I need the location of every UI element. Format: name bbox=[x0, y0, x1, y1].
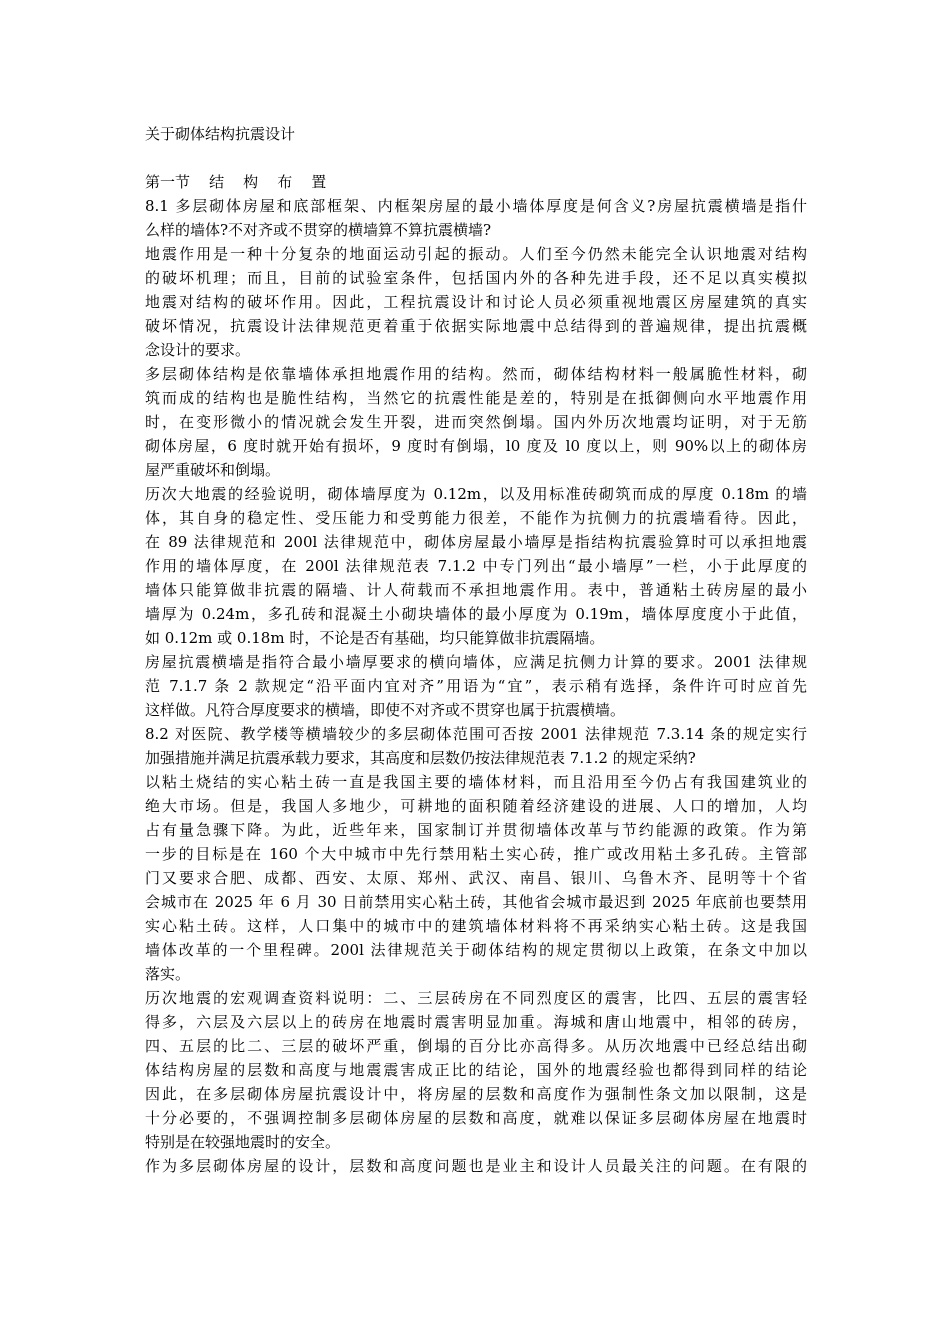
text-line: 念设计的要求。 bbox=[145, 341, 251, 359]
text-line: 占有量急骤下降。为此，近些年来，国家制订并贯彻墙体改革与节约能源的政策。作为第 bbox=[145, 821, 807, 839]
text-line: 作用的墙体厚度，在 200l 法律规范表 7.1.2 中专门列出“最小墙厚”一栏，小于此厚度的 bbox=[145, 557, 807, 575]
text-line: 墙体改革的一个里程碑。200l 法律规范关于砌体结构的规定贯彻以上政策，在条文中加以 bbox=[145, 941, 807, 959]
text-line: 8.2 对医院、教学楼等横墙较少的多层砌体范围可否按 2001 法律规范 7.3.14 条的规定实行 bbox=[145, 725, 807, 743]
paragraph bbox=[145, 650, 807, 722]
text-line: 破坏情况，抗震设计法律规范更着重于依据实际地震中总结得到的普遍规律，提出抗震概 bbox=[145, 317, 807, 335]
text-line: 的破坏机理；而且，目前的试验室条件，包括国内外的各种先进手段，还不足以真实模拟 bbox=[145, 269, 807, 287]
paragraph bbox=[145, 482, 807, 650]
text-line: 以粘土烧结的实心粘土砖一直是我国主要的墙体材料，而且沿用至今仍占有我国建筑业的 bbox=[145, 773, 807, 791]
text-line: 体，其自身的稳定性、受压能力和受剪能力很差，不能作为抗侧力的抗震墙看待。因此， bbox=[145, 509, 807, 527]
text-line: 时，在变形微小的情况就会发生开裂，进而突然倒塌。国内外历次地震均证明，对于无筋 bbox=[145, 413, 807, 431]
text-line: 因此，在多层砌体房屋抗震设计中，将房屋的层数和高度作为强制性条文加以限制，这是 bbox=[145, 1085, 807, 1103]
text-line: 特别是在较强地震时的安全。 bbox=[145, 1133, 341, 1151]
paragraph bbox=[145, 242, 807, 362]
text-line: 多层砌体结构是依靠墙体承担地震作用的结构。然而，砌体结构材料一般属脆性材料，砌 bbox=[145, 365, 807, 383]
text-line: 加强措施并满足抗震承载力要求，其高度和层数仍按法律规范表 7.1.2 的规定采纳? bbox=[145, 749, 696, 767]
text-line: 历次地震的宏观调查资料说明：二、三层砖房在不同烈度区的震害，比四、五层的震害轻 bbox=[145, 989, 807, 1007]
paragraph bbox=[145, 362, 807, 482]
text-line: 墙体只能算做非抗震的隔墙、计人荷载而不承担地震作用。表中，普通粘土砖房屋的最小 bbox=[145, 581, 807, 599]
text-line: 地震对结构的破坏作用。因此，工程抗震设计和讨论人员必须重视地震区房屋建筑的真实 bbox=[145, 293, 807, 311]
text-line: 筑而成的结构也是脆性结构，当然它的抗震性能是差的，特别是在抵御侧向水平地震作用 bbox=[145, 389, 807, 407]
text-line: 十分必要的，不强调控制多层砌体房屋的层数和高度，就难以保证多层砌体房屋在地震时 bbox=[145, 1109, 807, 1127]
document-page bbox=[145, 122, 807, 1178]
text-line: 8.1 多层砌体房屋和底部框架、内框架房屋的最小墙体厚度是何含义?房屋抗震横墙是指什 bbox=[145, 197, 807, 215]
document-body bbox=[145, 194, 807, 1178]
section-heading: 第一节 结 构 布 置 bbox=[145, 173, 327, 191]
text-line: 实心粘土砖。这样，人口集中的城市中的建筑墙体材料将不再采纳实心粘土砖。这是我国 bbox=[145, 917, 807, 935]
text-line: 绝大市场。但是，我国人多地少，可耕地的面积随着经济建设的进展、人口的增加，人均 bbox=[145, 797, 807, 815]
text-line: 一步的目标是在 160 个大中城市中先行禁用粘土实心砖，推广或改用粘土多孔砖。主管部 bbox=[145, 845, 807, 863]
text-line: 历次大地震的经验说明，砌体墙厚度为 0.12m，以及用标准砖砌筑而成的厚度 0.18m 的墙 bbox=[145, 485, 807, 503]
paragraph bbox=[145, 722, 807, 770]
text-line: 范 7.1.7 条 2 款规定“沿平面内宜对齐”用语为“宜”，表示稍有选择，条件许可时应首先 bbox=[145, 677, 807, 695]
text-line: 会城市在 2025 年 6 月 30 日前禁用实心粘土砖，其他省会城市最迟到 2025 年底前也要禁用 bbox=[145, 893, 807, 911]
text-line: 作为多层砌体房屋的设计，层数和高度问题也是业主和设计人员最关注的问题。在有限的 bbox=[145, 1157, 807, 1175]
blank-line bbox=[145, 146, 807, 170]
text-line: 如 0.12m 或 0.18m 时，不论是否有基础，均只能算做非抗震隔墙。 bbox=[145, 629, 605, 647]
text-line: 地震作用是一种十分复杂的地面运动引起的振动。人们至今仍然未能完全认识地震对结构 bbox=[145, 245, 807, 263]
document-title: 关于砌体结构抗震设计 bbox=[145, 125, 296, 143]
text-line: 房屋抗震横墙是指符合最小墙厚要求的横向墙体，应满足抗侧力计算的要求。2001 法律规 bbox=[145, 653, 807, 671]
paragraph bbox=[145, 1154, 807, 1178]
text-line: 么样的墙体?不对齐或不贯穿的横墙算不算抗震横墙? bbox=[145, 221, 492, 239]
text-line: 门又要求合肥、成都、西安、太原、郑州、武汉、南昌、银川、乌鲁木齐、昆明等十个省 bbox=[145, 869, 807, 887]
text-line: 墙厚为 0.24m，多孔砖和混凝土小砌块墙体的最小厚度为 0.19m，墙体厚度度小于此值， bbox=[145, 605, 807, 623]
text-line: 在 89 法律规范和 200l 法律规范中，砌体房屋最小墙厚是指结构抗震验算时可以承担地震 bbox=[145, 533, 807, 551]
paragraph bbox=[145, 986, 807, 1154]
paragraph bbox=[145, 194, 807, 242]
text-line: 体结构房屋的层数和高度与地震震害成正比的结论，国外的地震经验也都得到同样的结论 bbox=[145, 1061, 807, 1079]
text-line: 得多，六层及六层以上的砖房在地震时震害明显加重。海城和唐山地震中，相邻的砖房， bbox=[145, 1013, 807, 1031]
text-line: 这样做。凡符合厚度要求的横墙，即使不对齐或不贯穿也属于抗震横墙。 bbox=[145, 701, 626, 719]
text-line: 落实。 bbox=[145, 965, 191, 983]
text-line: 屋严重破坏和倒塌。 bbox=[145, 461, 281, 479]
text-line: 砌体房屋，6 度时就开始有损坏，9 度时有倒塌，l0 度及 l0 度以上，则 90%以上的砌体房 bbox=[145, 437, 807, 455]
paragraph bbox=[145, 770, 807, 986]
text-line: 四、五层的比二、三层的破坏严重，倒塌的百分比亦高得多。从历次地震中已经总结出砌 bbox=[145, 1037, 807, 1055]
